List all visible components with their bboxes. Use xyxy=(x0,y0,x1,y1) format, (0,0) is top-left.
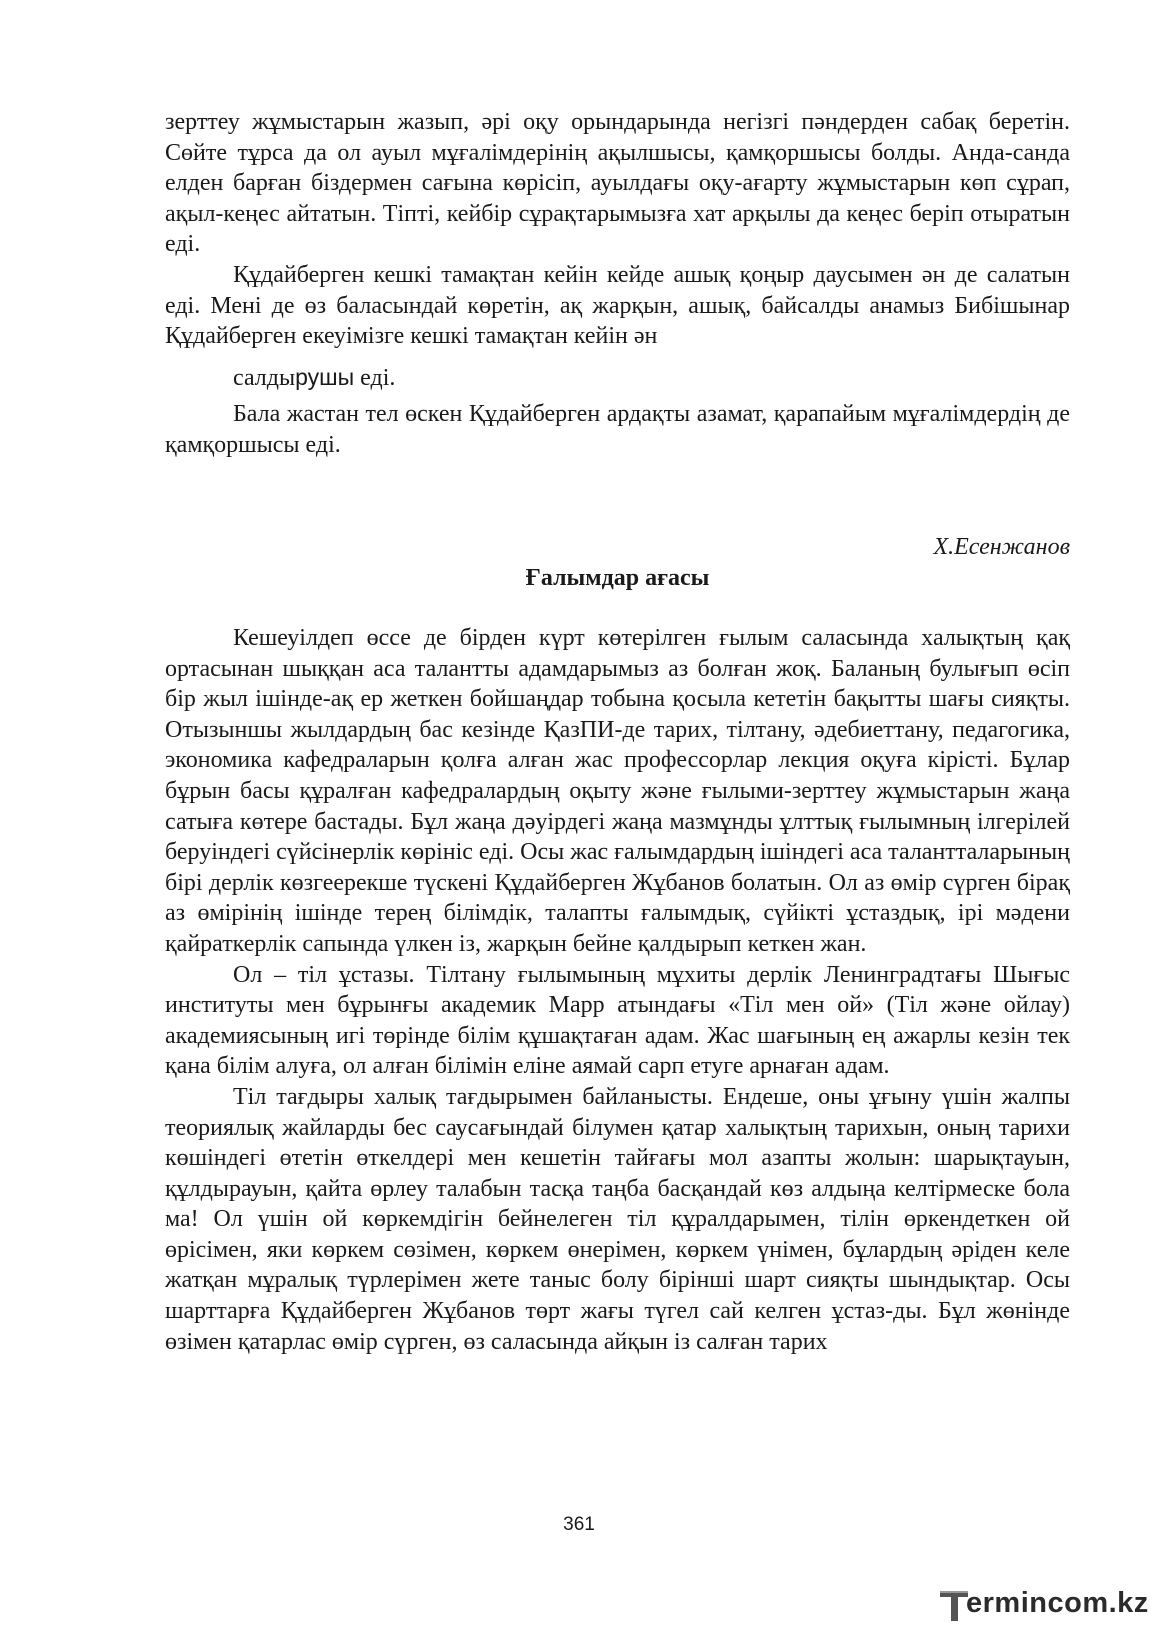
paragraph-2-fragment-3: еді. xyxy=(354,364,396,391)
top-text-block xyxy=(165,107,1070,461)
paragraph-2-last-line xyxy=(165,362,395,394)
paragraph-2-fragment-2: рушы xyxy=(295,363,355,390)
paragraph-2-text: Құдайберген кешкі тамақтан кейін кейде ашық қоңыр даусымен ән де салатын еді. Мені де өз баласындай көретін, ақ жарқын, ашық, байсалды анамыз Бибішынар Құдайберген екеуімізге кешкі тамақтан кейін ән xyxy=(165,261,1070,350)
body-paragraph-3: Тіл тағдыры халық тағдырымен байланысты. Ендеше, оны ұғыну үшін жалпы теориялық жайларды бес саусағындай білумен қатар халықтың тарихын, оның тарихи көшіндегі өтетін өткелдері мен кешетін тайғағы мол азапты жолын: шарықтауын, құлдырауын, қайта өрлеу талабын тасқа таңба басқандай көз алдыңа келтірмеске бола ма! Ол үшін ой көркемдігін бейнелеген тіл құралдарымен, тілін өркендеткен ой өрісімен, яки көркем сөзімен, көркем өнерімен, көркем үнімен, бұлардың әріден келе жатқан мұралық түрлерімен жете таныс болу бірінші шарт сияқты шындықтар. Осы шарттарға Құдайберген Жұбанов төрт жағы түгел сай келген ұстаз-ды. Бұл жөнінде өзімен қатарлас өмір сүрген, өз саласында айқын із салған тарих xyxy=(165,1083,1070,1355)
watermark-text: ermincom.kz xyxy=(966,1587,1149,1619)
paragraph-1: зерттеу жұмыстарын жазып, әрі оқу орындарында негізгі пәндерден сабақ беретін. Сөйте тұрса да ол ауыл мұғалімдерінің ақылшысы, қамқоршысы болды. Анда-санда елден барған біздермен сағына көрісіп, ауылдағы оқу-ағарту жұмыстарын көп сұрап, ақыл-кеңес айтатын. Тіпті, кейбір сұрақтарымызға хат арқылы да кеңес беріп отыратын еді. xyxy=(165,109,1070,258)
paragraph-2 xyxy=(165,260,1070,393)
paragraph-2-fragment-1: салды xyxy=(233,364,296,391)
author-signature: Х.Есенжанов xyxy=(933,534,1070,560)
paragraph-3: Бала жастан тел өскен Құдайберген ардақты азамат, қарапайым мұғалімдердің де қамқоршысы еді. xyxy=(165,401,1070,458)
body-paragraph-1: Кешеуілдеп өссе де бірден күрт көтерілген ғылым саласында халықтың қақ ортасынан шыққан аса талантты адамдарымыз аз болған жоқ. Баланың булығып өсіп бір жыл ішінде-ақ ер жеткен бойшаңдар тобына қосыла кететін бақытты шағы сияқты. Отызыншы жылдардың бас кезінде ҚазПИ-де тарих, тілтану, әдебиеттану, педагогика, экономика кафедраларын қолға алған жас профессорлар лекция оқуға кірісті. Бұлар бұрын басы құралған кафедралардың оқыту және ғылыми-зерттеу жұмыстарын жаңа сатыға көтере бастады. Бұл жаңа дәуірдегі жаңа мазмұнды ұлттық ғылымның ілгерілей беруіндегі сүйсінерлік көрініс еді. Осы жас ғалымдардың ішіндегі аса талантталарының бірі дерлік көзгеерекше түскені Құдайберген Жұбанов болатын. Ол аз өмір сүрген бірақ аз өмірінің ішінде терең білімдік, талапты ғалымдық, сүйікті ұстаздық, ірі мәдени қайраткерлік сапында үлкен із, жарқын бейне қалдырып кеткен жан. xyxy=(165,625,1070,957)
body-text-block xyxy=(165,623,1070,1357)
section-heading: Ғалымдар ағасы xyxy=(525,565,710,591)
site-watermark xyxy=(938,1585,1148,1627)
body-paragraph-2: Ол – тіл ұстазы. Тілтану ғылымының мұхиты дерлік Ленинградтағы Шығыс институты мен бұрынғы академик Марр атындағы «Тіл мен ой» (Тіл және ойлау) академиясының игі төрінде білім құшақтаған адам. Жас шағының ең ажарлы кезін тек қана білім алуға, ол алған білімін еліне аямай сарп етуге арнаған адам. xyxy=(165,961,1070,1080)
page-number: 361 xyxy=(563,1514,595,1535)
